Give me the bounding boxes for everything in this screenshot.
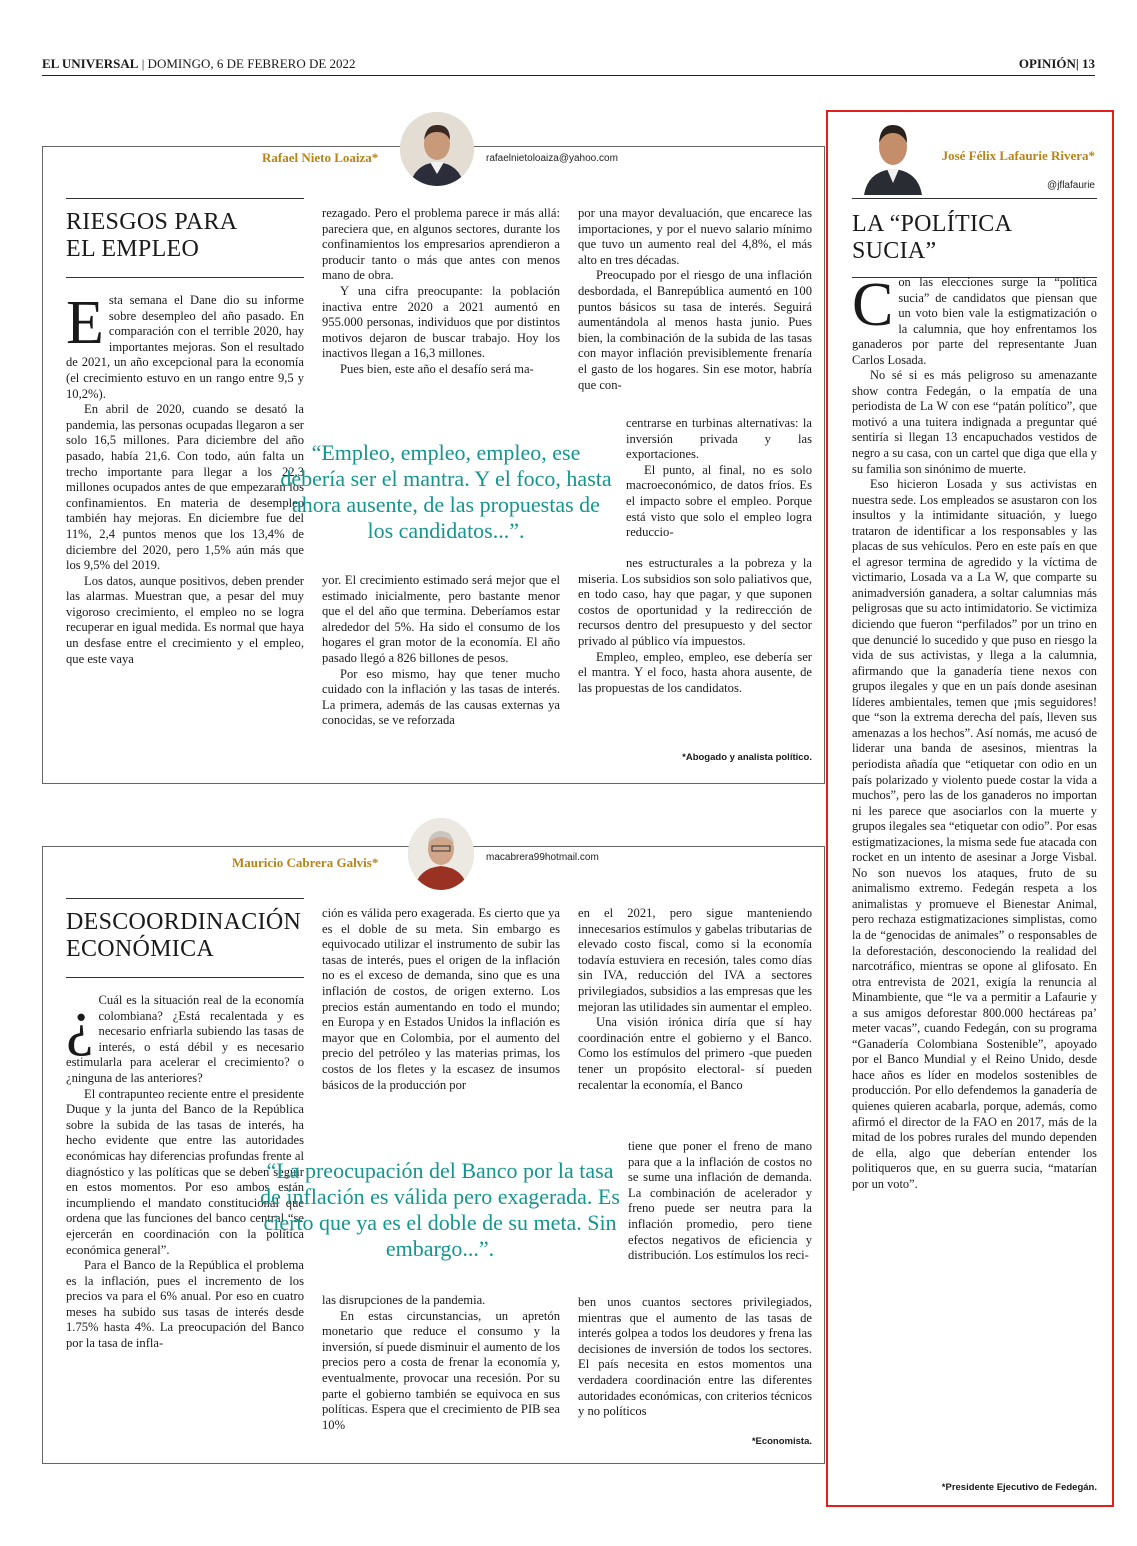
paragraph: En estas circunstancias, un apretón monetario que reduce el consumo y la inversión, sí puede disminuir el aumento de los precios pero a costa de frenar la economía y, eventualmente, provocar una recesión. Por su parte el gobierno también se equivoca en sus políticas. Espera que el crecimiento de PIB sea 10% bbox=[322, 1308, 560, 1432]
headline-block bbox=[66, 898, 304, 978]
paper-name: EL UNIVERSAL bbox=[42, 56, 139, 71]
issue-date: | DOMINGO, 6 DE FEBRERO DE 2022 bbox=[141, 56, 356, 71]
paragraph: El contrapunteo reciente entre el presidente Duque y la junta del Banco de la República sobre la subida de las tasas de interés, ha hecho evidente que entre las autoridades económicas hay diferencias profundas frente al diagnóstico y las políticas que se deben seguir en estos momentos. Por eso ambos están incumpliendo el mandato constitucional que ordena que las funciones del banco central “se ejercerán en coordinación con la política económica general”. bbox=[66, 1086, 304, 1257]
article1-column-3-wrap bbox=[626, 416, 812, 541]
drop-cap: E bbox=[66, 289, 104, 357]
headline: LA “POLÍTICA SUCIA” bbox=[852, 211, 1011, 264]
portrait-image bbox=[408, 818, 474, 890]
portrait-image bbox=[400, 112, 474, 186]
paragraph: Los datos, aunque positivos, deben prender las alarmas. Muestran que, a pesar del muy vigoroso crecimiento, el empleo no se logra recuperar en igual medida. Es normal que haya un desfase entre el crecimiento y el empleo, que este vaya bbox=[66, 573, 304, 666]
headline-rule-bottom bbox=[66, 977, 304, 978]
pull-quote: “Empleo, empleo, empleo, ese debería ser el mantra. Y el foco, hasta ahora ausente, de las propuestas de los candidatos...”. bbox=[280, 440, 612, 543]
article2-column-2-top bbox=[322, 906, 560, 1093]
author-signoff: *Economista. bbox=[751, 1436, 812, 1447]
author-photo bbox=[408, 818, 474, 890]
headline-block bbox=[66, 198, 304, 278]
paragraph: por una mayor devaluación, que encarece las importaciones, y por el nuevo salario mínimo que tuvo un aumento real del 4,8%, el más alto en tres décadas. bbox=[578, 206, 812, 267]
author-name: Rafael Nieto Loaiza* bbox=[262, 150, 379, 165]
article1-column-3-top bbox=[578, 206, 812, 393]
paragraph: ben unos cuantos sectores privilegiados, mientras que el aumento de las tasas de interés golpea a todos los deudores y frena las decisiones de inversión de todos los sectores. El país necesita en estos momentos una verdadera coordinación entre las diferentes autoridades económicas, con criterios técnicos y no políticos bbox=[578, 1295, 812, 1419]
paragraph: Esta semana el Dane dio su informe sobre desempleo del año pasado. En comparación con el terrible 2020, hay importantes mejoras. Son el resultado de 2021, un año excepcional para la economía (el crecimiento estuvo en un rango entre 9,5 y 10,2%). bbox=[66, 289, 304, 401]
author-photo bbox=[862, 115, 924, 195]
portrait-image bbox=[862, 115, 924, 195]
paragraph: Preocupado por el riesgo de una inflación desbordada, el Banrepública aumentó en 100 puntos básicos su tasa de interés. Seguirá aumentándola al menos hasta junio. Pues bien, la combinación de la subida de las tasas con mayor inflación previsiblemente frenaría el gasto de los hogares. Sin ese motor, habría que con- bbox=[578, 268, 812, 392]
pull-quote: “La preocupación del Banco por la tasa de inflación es válida pero exagerada. Es cierto que ya es el doble de su meta. Sin embargo...”. bbox=[260, 1158, 620, 1261]
drop-cap: C bbox=[852, 271, 894, 339]
paragraph: ¿ Cuál es la situación real de la economía colombiana? ¿Está recalentada y es necesario enfriarla subiendo las tasas de interés, o está débil y es necesario estimularla para acelerar el crecimiento? o ¿ninguna de las anteriores? bbox=[66, 989, 304, 1085]
author-handle[interactable]: @jflafaurie bbox=[1047, 180, 1095, 191]
headline-rule-top bbox=[852, 198, 1097, 199]
headline-rule-top bbox=[66, 198, 304, 199]
drop-cap: ¿ bbox=[66, 989, 94, 1057]
paragraph: No sé si es más peligroso su amenazante show contra Fedegán, o la empatía de una periodista de La W con ese “patán político”, que motivó a una tuitera indignada a preguntar qué sentiría si llegan 13 encapuchados vestidos de negro a su casa, con un cartel que diga que ella y su familia son sinónimo de muerte. bbox=[852, 368, 1097, 476]
article2-column-3-top bbox=[578, 906, 812, 1093]
paragraph: rezagado. Pero el problema parece ir más allá: pareciera que, en algunos sectores, durante los confinamientos los empresarios aprendieron a producir tanto o más que antes con menos mano de obra. bbox=[322, 206, 560, 283]
paragraph: Empleo, empleo, empleo, ese debería ser el mantra. Y el foco, hasta ahora ausente, de las propuestas de los candidatos. bbox=[578, 649, 812, 695]
article3-body bbox=[852, 271, 1097, 1192]
article2-column-3-bottom bbox=[578, 1295, 812, 1420]
article2-column-2-bottom bbox=[322, 1293, 560, 1433]
paragraph: en el 2021, pero sigue manteniendo innecesarios estímulos y gabelas tributarias de elevado costo fiscal, como si la economía todavía estuviera en recesión, tales como días sin IVA, reducción del IVA a sectores privilegiados, subsidios a las empresas que les mejoran las utilidades sin aumentar el empleo. bbox=[578, 906, 812, 1014]
headline: RIESGOS PARA EL EMPLEO bbox=[66, 209, 237, 262]
section-page: OPINIÓN| 13 bbox=[1018, 56, 1095, 71]
author-photo bbox=[400, 112, 474, 186]
paragraph: Para el Banco de la República el problema es la inflación, pues el incremento de los precios va para el 6% anual. Por eso en cuatro meses ha subido sus tasas de interés desde 1.75% hasta 4%. La preocupación del Banco por la tasa de infla- bbox=[66, 1258, 304, 1351]
paragraph: El punto, al final, no es solo macroeconómico, de datos fríos. Es el impacto sobre el empleo. Porque está visto que solo el empleo logra reduccio- bbox=[626, 462, 812, 540]
paragraph: Pues bien, este año el desafío será ma- bbox=[340, 361, 534, 376]
article1-column-3-bottom bbox=[578, 556, 812, 696]
paragraph: centrarse en turbinas alternativas: la inversión privada y las exportaciones. bbox=[626, 416, 812, 462]
article2-column-3-wrap bbox=[628, 1139, 812, 1264]
author-email[interactable]: rafaelnietoloaiza@yahoo.com bbox=[486, 153, 618, 164]
headline-block bbox=[852, 198, 1097, 278]
article1-column-2-top bbox=[322, 206, 560, 378]
paragraph: ción es válida pero exagerada. Es cierto que ya es el doble de su meta. Sin embargo es equivocado utilizar el instrumento de subir las tasas de interés, pues el origen de la inflación no es el exceso de demanda, sino que es una inflación de costos, de origen externo. Los precios están aumentando en todo el mundo; en Europa y en Estados Unidos la inflación es mayor que en Colombia, por el aumento del precio del petróleo y las materias primas, los costos de los fletes y la escasez de insumos básicos de la producción por bbox=[322, 906, 560, 1092]
paragraph: nes estructurales a la pobreza y la miseria. Los subsidios son solo paliativos que, en todo caso, hay que pagar, y que suponen costos de oportunidad y la redirección de recursos dentro del presupuesto y del sector privado al público vía impuestos. bbox=[578, 556, 812, 648]
headline-rule-top bbox=[66, 898, 304, 899]
headline-rule-bottom bbox=[66, 277, 304, 278]
paragraph: Eso hicieron Losada y sus activistas en nuestra sede. Los empleados se asustaron con los insultos y la intimidante situación, y luego trataron de identificar a los responsables y las placas de sus vehículos. Pero en este país en que el agresor termina de agredido y la víctima de victimario, Losada va a La W, que comparte su animadversión ganadera, a soltar calumnias más peligrosas que su acto intimidatorio. Se victimiza diciendo que fueron “perfilados” por un trino en que denuncié lo sucedido y que puso en riesgo la vida de sus activistas, y llega a la calumnia, afirmando que la ganadería tiene nexos con grupos ilegales y que en un país donde asesinan líderes ambientales, temen que ¡mis seguidores! que “son la extrema derecha del país, lleven sus amenazas a los hechos”. Así nomás, me acusó de liderar una banda de asesinos, mientras la periodista añadía que “etiquetar con odio en un país polarizado y violento puede costar la vida a muchos”, pero las de los ganaderos no importan ni les parece que asociarlos con la muerte y grupos ilegales sea “etiquetar con odio”. Por esas estigmatizaciones, la misma sede fue atacada con rocket en un intento de asesinar a Jorge Visbal. No son nuevos los ataques, fruto de su animalismo extremo. Fedegán respeta a los animalistas y promueve el Bienestar Animal, pero rechaza estigmatizaciones simplistas, como la de “genocidas de animales” o responsables de la deforestación, desconociendo la realidad del narcotráfico, mientras se opone al glifosato. En otra entrevista de 2021, exigía la renuncia al Minambiente, que “le va a permitir a Lafaurie y a sus amigos deforestar 800.000 hectáreas pa’ meter vacas”, cuando Fedegán, con su programa “Ganadería Colombiana Sostenible”, apoyado por el Banco Mundial y el Reino Unido, desde hace años es líder en modelos sostenibles de producción. Por ello defendemos la ganadería de quienes quieren acabarla, porque, además, como afirmó el director de la FAO en 2017, más de la mitad de los pobres rurales del mundo dependen de ella, algo que deberían entender los politiqueros que, en su guerra sucia, “matarían por un voto”. bbox=[852, 477, 1097, 1191]
paragraph: Por eso mismo, hay que tener mucho cuidado con la inflación y las tasas de interés. La primera, además de las causas externas ya conocidas, se ve reforzada bbox=[322, 666, 560, 728]
paragraph: En abril de 2020, cuando se desató la pandemia, las personas ocupadas llegaron a ser solo 16,5 millones. Para diciembre del año pasado, había 21,6. Con todo, aún falta un trecho importante para llegar a los 22,3 millones ocupados antes de que empezaran los confinamientos. En materia de desempleo también hay mejoras. En diciembre fue del 11%, 2,4 puntos menos que los 13,4% de diciembre del 2020, pero 1,5% aún más que los 9,5% del 2019. bbox=[66, 402, 304, 573]
author-email[interactable]: macabrera99hotmail.com bbox=[486, 852, 599, 863]
paragraph: tiene que poner el freno de mano para que a la inflación de costos no se sume una inflación de demanda. La combinación de acelerador y freno puede ser neutra para la inflación promedio, pero tiene efectos negativos de eficiencia y distribución. Los estímulos los reci- bbox=[628, 1139, 812, 1263]
paragraph: las disrupciones de la pandemia. bbox=[322, 1293, 486, 1307]
masthead bbox=[42, 55, 1095, 76]
author-name: José Félix Lafaurie Rivera* bbox=[941, 148, 1095, 163]
paragraph: Y una cifra preocupante: la población inactiva entre 2020 a 2021 aumentó en 955.000 personas, individuos que por distintos motivos dejaron de buscar trabajo. Hoy los inactivos llegan a 16,3 millones. bbox=[322, 283, 560, 361]
paragraph: Con las elecciones surge la “política sucia” de candidatos que piensan que un voto bien vale la estigmatización o la calumnia, que hoy enfrentamos los ganaderos por parte del representante Juan Carlos Losada. bbox=[852, 271, 1097, 367]
article1-column-1 bbox=[66, 289, 304, 667]
author-signoff: *Abogado y analista político. bbox=[682, 752, 812, 763]
headline: DESCOORDINACIÓN ECONÓMICA bbox=[66, 909, 302, 962]
masthead-left bbox=[42, 55, 356, 73]
author-signoff: *Presidente Ejecutivo de Fedegán. bbox=[941, 1482, 1097, 1493]
paragraph: Una visión irónica diría que sí hay coordinación entre el gobierno y el Banco. Como los estímulos del primero -que pueden tener un propósito electoral- sí pueden recalentar la economía, el Banco bbox=[578, 1015, 812, 1092]
paragraph: yor. El crecimiento estimado será mejor que el estimado inicialmente, pero bastante menor que el del año que termina. Deberíamos estar alrededor del 5%. Ha sido el consumo de los hogares el gran motor de la economía. El año pasado llegó a 826 billones de pesos. bbox=[322, 573, 560, 665]
article1-column-2-bottom bbox=[322, 573, 560, 729]
author-name: Mauricio Cabrera Galvis* bbox=[232, 855, 379, 870]
